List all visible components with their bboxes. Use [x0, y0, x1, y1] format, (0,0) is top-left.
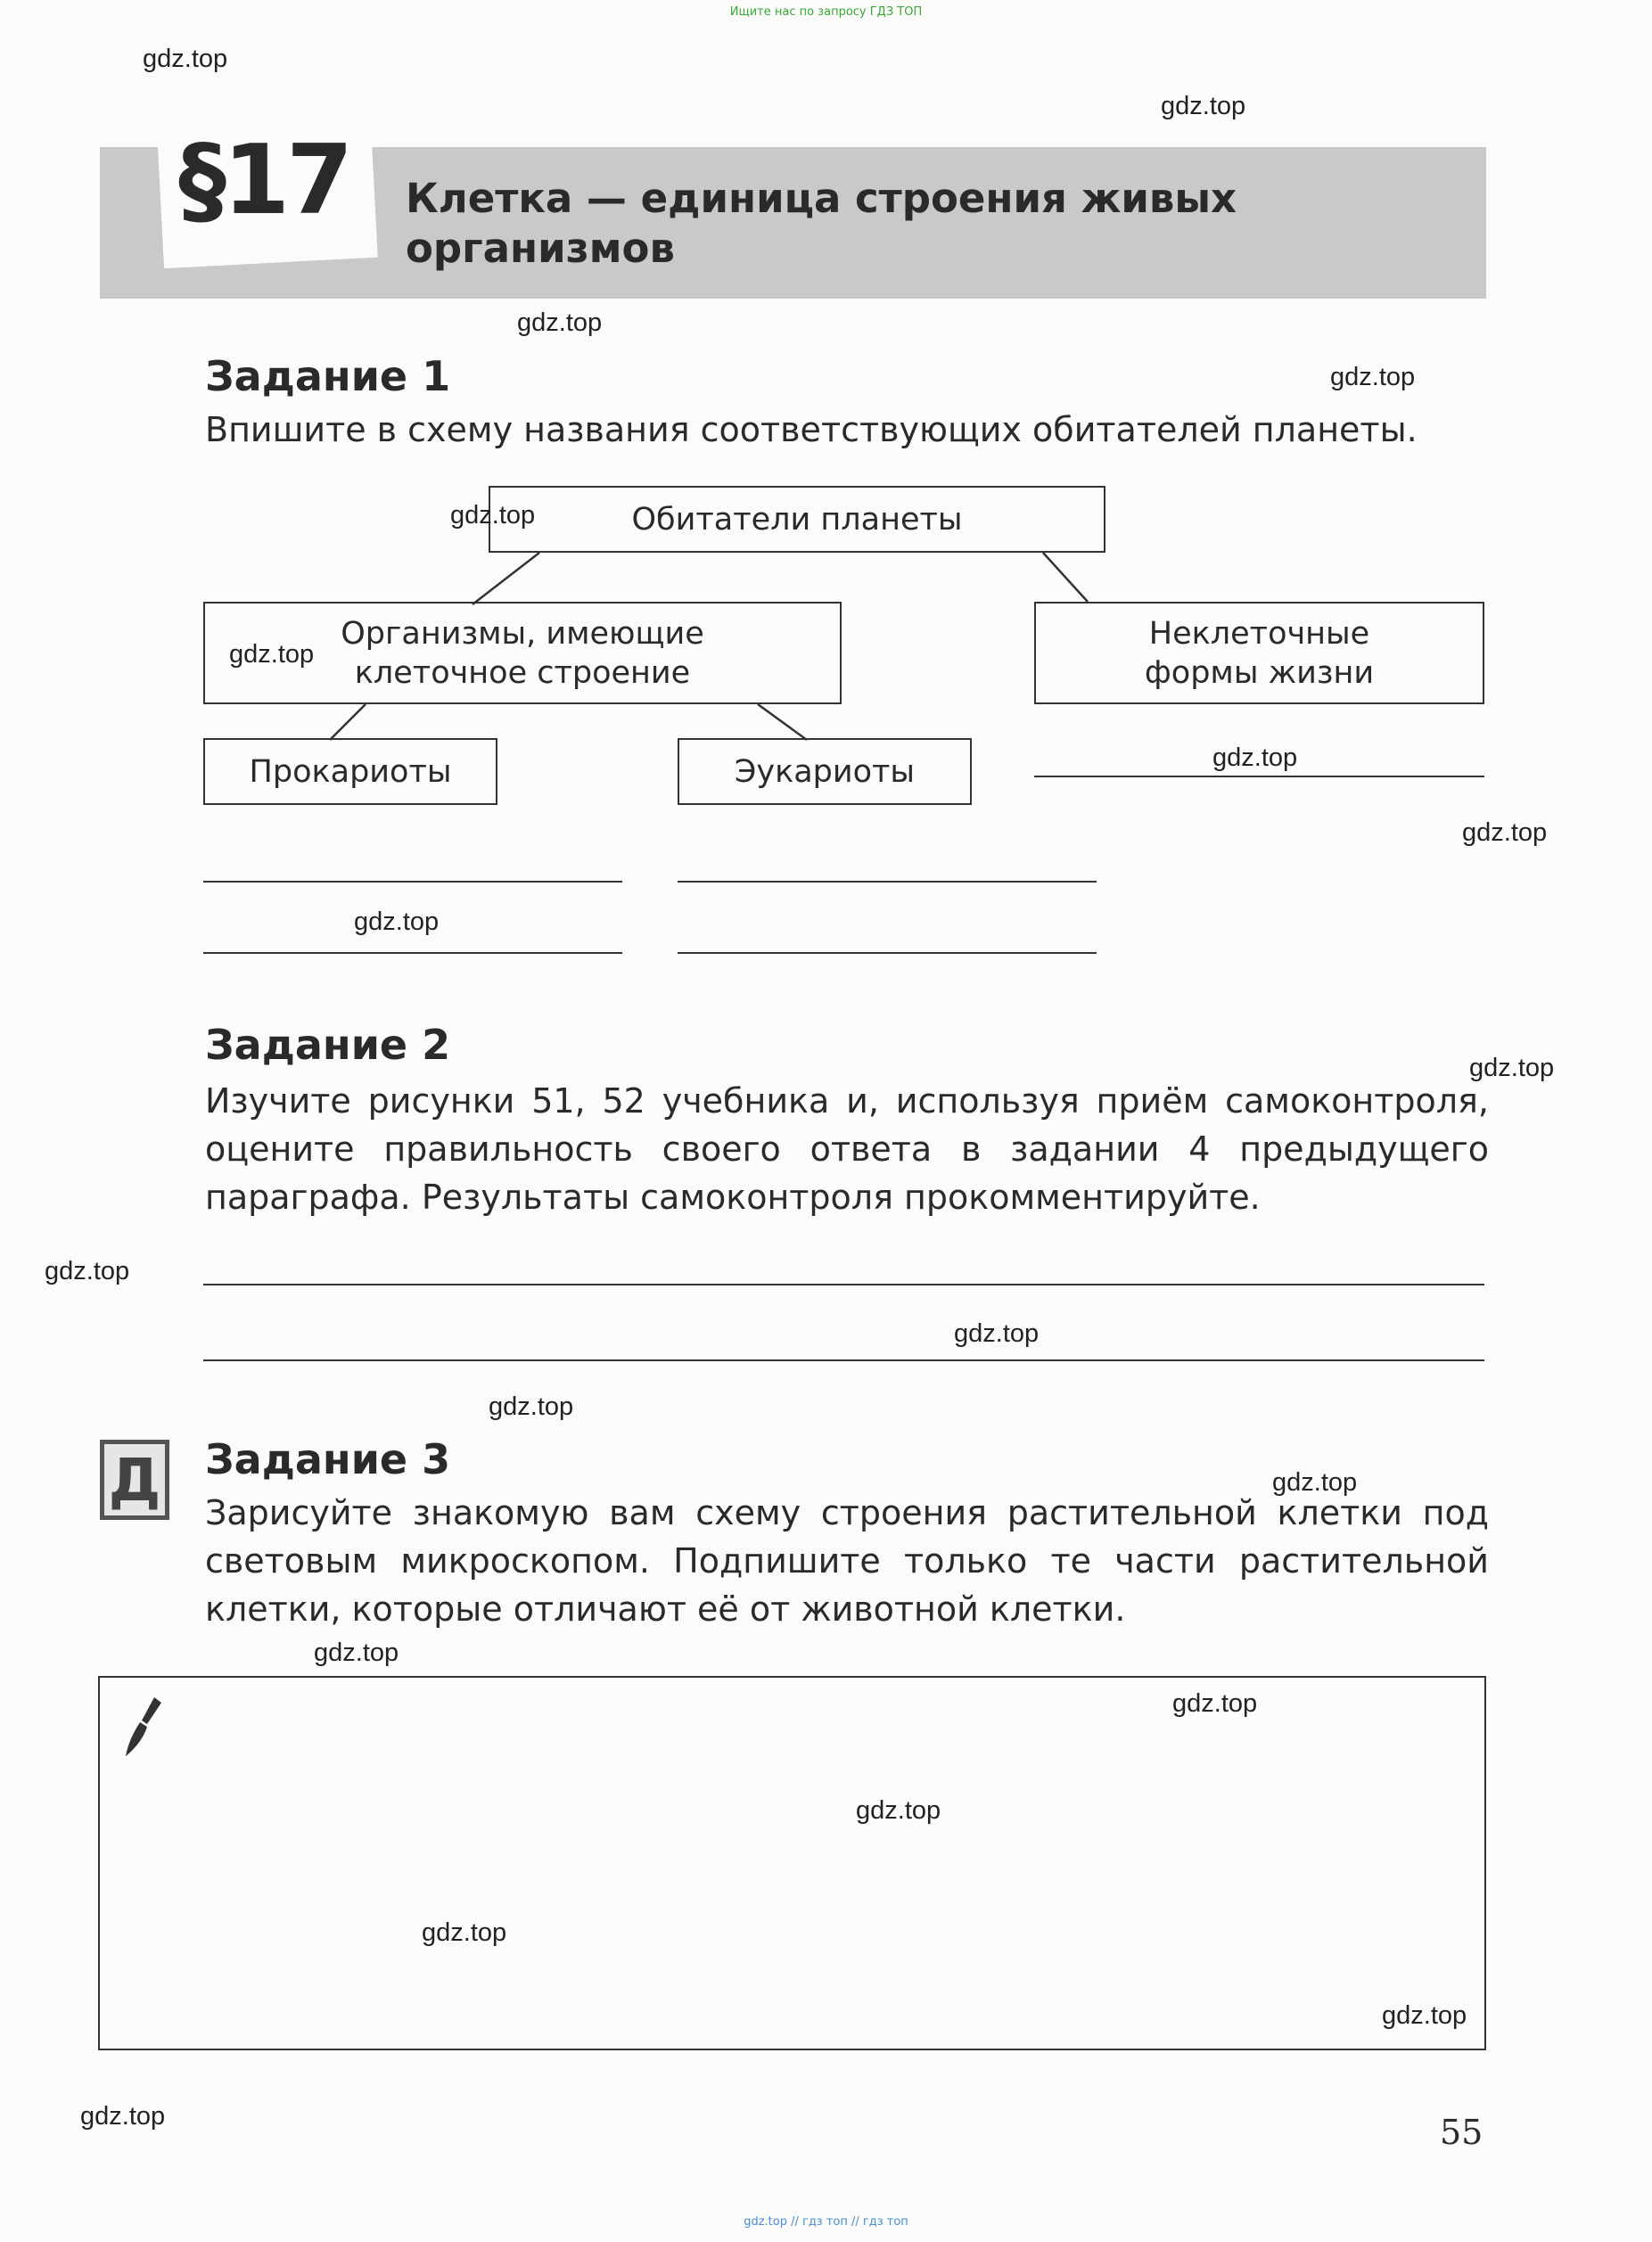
answer-line-prokaryotes-1[interactable]: [203, 881, 622, 883]
diagram-eukaryotes-box: [678, 738, 972, 805]
task1-text: Впишите в схему названия соответствующих обитателей планеты.: [205, 410, 1418, 449]
diagram-root-box: [489, 486, 1105, 553]
watermark-label: gdz.top: [489, 1392, 574, 1421]
watermark-label: gdz.top: [314, 1638, 399, 1667]
watermark-label: gdz.top: [1462, 818, 1548, 847]
watermark-label: gdz.top: [354, 907, 440, 936]
answer-line-task2-2[interactable]: [203, 1359, 1484, 1361]
watermark-label: gdz.top: [1212, 743, 1298, 772]
answer-line-eukaryotes-2[interactable]: [678, 952, 1097, 954]
diagram-root-label: Обитатели планеты: [631, 501, 963, 538]
watermark-label: gdz.top: [856, 1796, 941, 1825]
site-banner-top[interactable]: Ищите нас по запросу ГДЗ ТОП: [729, 5, 923, 19]
diagram-eukaryotes-label: Эукариоты: [734, 753, 916, 790]
diagram-noncellular-box: [1034, 602, 1484, 704]
watermark-label: gdz.top: [954, 1319, 1040, 1348]
watermark-label: gdz.top: [45, 1257, 130, 1285]
watermark-label: gdz.top: [1161, 92, 1246, 120]
watermark-label: gdz.top: [1272, 1468, 1358, 1497]
site-banner-bottom[interactable]: gdz.top // гдз топ // гдз топ: [744, 2215, 908, 2229]
chapter-title: Клетка — единица строения живых организмов: [406, 175, 1237, 272]
task2-heading: Задание 2: [205, 1021, 451, 1069]
watermark-label: gdz.top: [1382, 2001, 1467, 2030]
watermark-label: gdz.top: [1172, 1689, 1258, 1718]
task1-heading: Задание 1: [205, 352, 451, 400]
diagram-noncellular-label: Неклеточные формы жизни: [1144, 615, 1375, 691]
diagram-cellular-label: Организмы, имеющие клеточное строение: [341, 615, 704, 691]
answer-line-prokaryotes-2[interactable]: [203, 952, 622, 954]
watermark-label: gdz.top: [143, 45, 228, 73]
paintbrush-icon: [120, 1694, 165, 1761]
watermark-label: gdz.top: [1469, 1054, 1555, 1082]
task2-text: Изучите рисунки 51, 52 учебника и, используя приём самоконтроля, оцените правильность своего ответа в задании 4 предыдущего параграфа. Результаты самоконтроля прокомментируйте.: [205, 1081, 1489, 1217]
diagram-prokaryotes-label: Прокариоты: [249, 753, 452, 790]
answer-line-task2-1[interactable]: [203, 1284, 1484, 1285]
watermark-label: gdz.top: [450, 501, 536, 530]
watermark-label: gdz.top: [422, 1918, 507, 1947]
page-number: 55: [1440, 2113, 1484, 2152]
task3-badge: Д: [100, 1440, 169, 1520]
answer-line-noncellular[interactable]: [1034, 776, 1484, 777]
diagram-prokaryotes-box: [203, 738, 497, 805]
watermark-label: gdz.top: [229, 640, 315, 669]
paragraph-number: §17: [178, 125, 350, 236]
task3-heading: Задание 3: [205, 1435, 451, 1483]
watermark-label: gdz.top: [80, 2102, 166, 2131]
watermark-label: gdz.top: [1330, 363, 1416, 391]
drawing-area[interactable]: [98, 1676, 1486, 2050]
task3-text: Зарисуйте знакомую вам схему строения растительной клетки под световым микроскопом. Подпишите только те части растительной клетки, которые отличают её от животной клетки.: [205, 1493, 1489, 1629]
watermark-label: gdz.top: [517, 308, 603, 337]
answer-line-eukaryotes-1[interactable]: [678, 881, 1097, 883]
